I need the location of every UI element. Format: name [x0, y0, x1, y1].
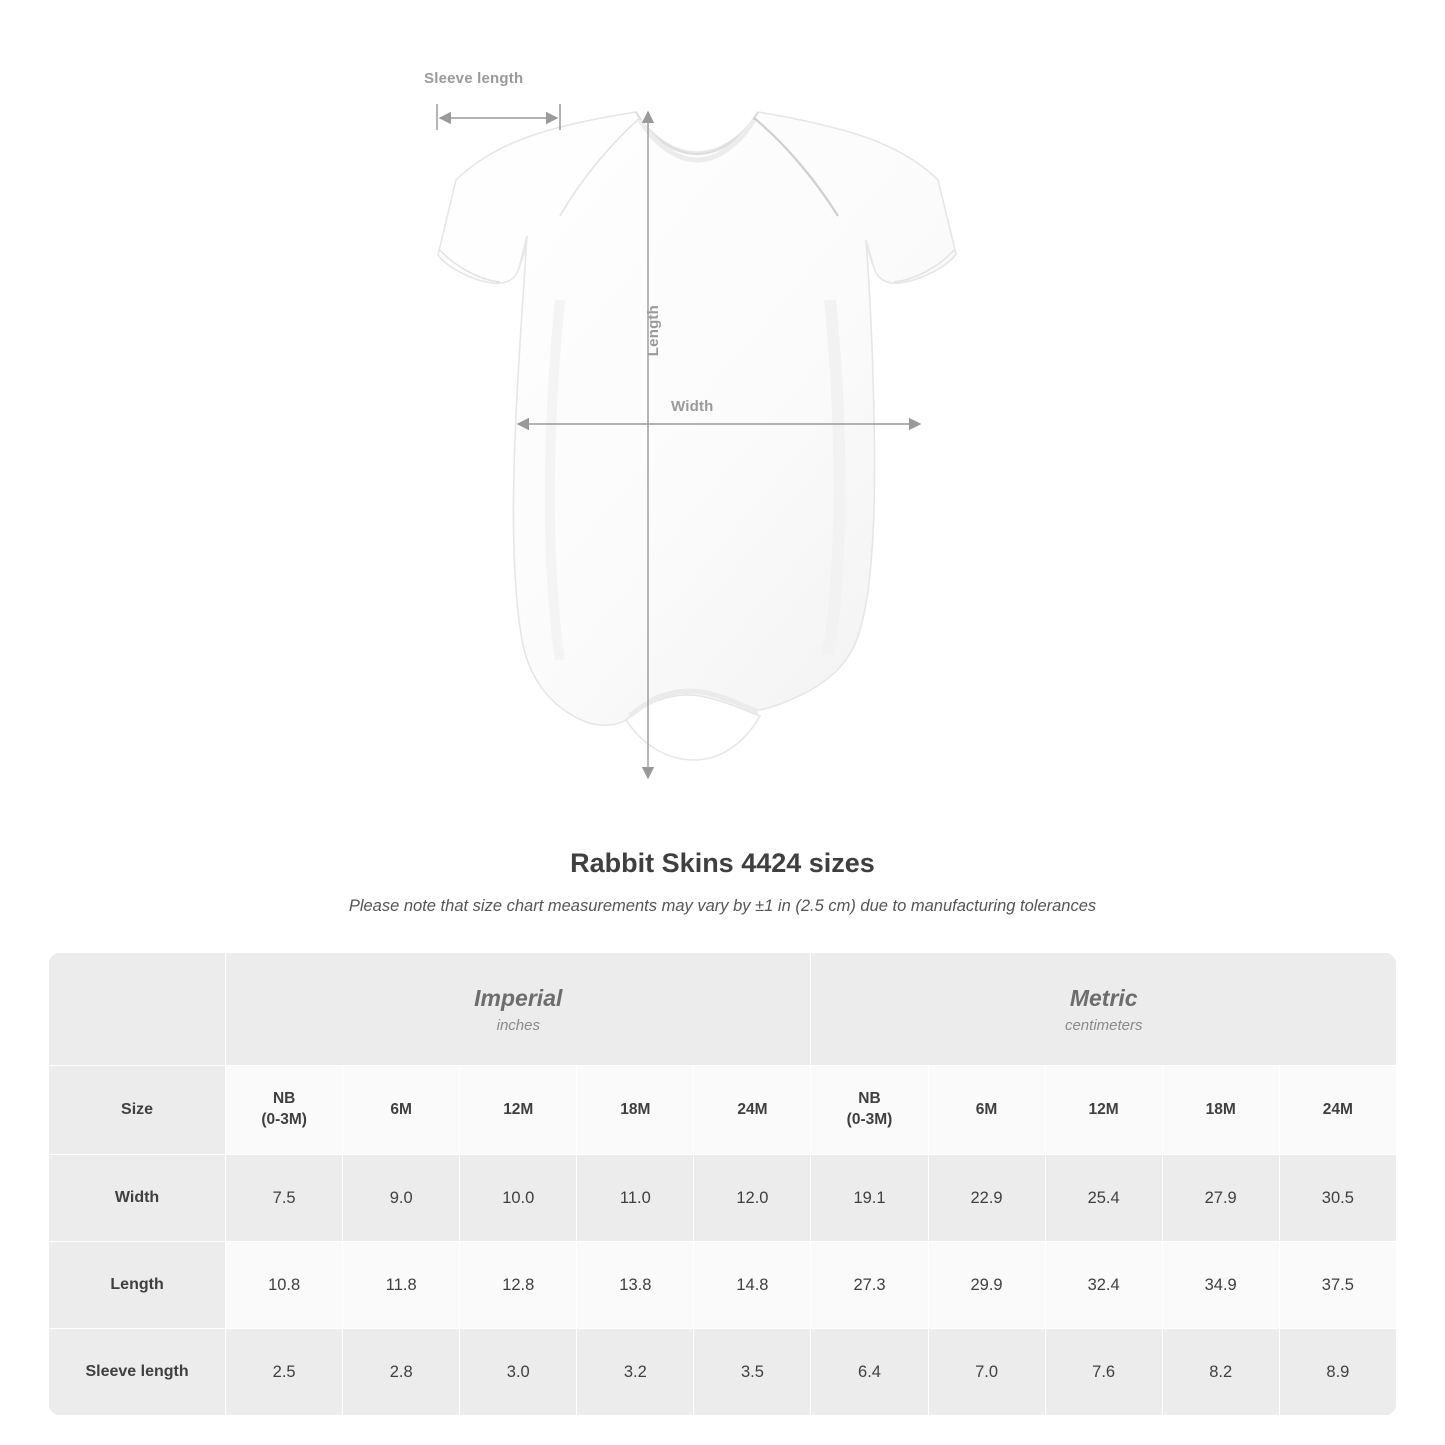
cell-length-7: 32.4: [1045, 1242, 1162, 1329]
header-col-5-line2: (0-3M): [846, 1111, 893, 1128]
column-header-row: [49, 1066, 1397, 1155]
cell-sleeve-9: 8.9: [1279, 1329, 1396, 1416]
page-title: Rabbit Skins 4424 sizes: [570, 848, 875, 878]
cell-width-5: 19.1: [811, 1155, 928, 1242]
header-col-4: 24M: [694, 1066, 811, 1155]
cell-sleeve-2: 3.0: [460, 1329, 577, 1416]
unit-group-imperial-name: Imperial: [474, 985, 563, 1012]
cell-length-0: 10.8: [226, 1242, 343, 1329]
cell-sleeve-7: 7.6: [1045, 1329, 1162, 1416]
table-row: [49, 1155, 1397, 1242]
table-corner: [49, 953, 226, 1066]
cell-length-6: 29.9: [928, 1242, 1045, 1329]
unit-group-imperial: [226, 953, 811, 1066]
cell-length-8: 34.9: [1162, 1242, 1279, 1329]
cell-length-4: 14.8: [694, 1242, 811, 1329]
cell-length-3: 13.8: [577, 1242, 694, 1329]
cell-sleeve-0: 2.5: [226, 1329, 343, 1416]
unit-group-metric-name: Metric: [1069, 985, 1138, 1012]
header-col-7: 12M: [1045, 1066, 1162, 1155]
cell-sleeve-1: 2.8: [343, 1329, 460, 1416]
unit-group-row: [49, 953, 1397, 1066]
cell-width-6: 22.9: [928, 1155, 1045, 1242]
cell-length-9: 37.5: [1279, 1242, 1396, 1329]
unit-group-metric: [811, 953, 1397, 1066]
row-label-length: Length: [49, 1242, 226, 1329]
cell-length-5: 27.3: [811, 1242, 928, 1329]
cell-sleeve-4: 3.5: [694, 1329, 811, 1416]
cell-sleeve-3: 3.2: [577, 1329, 694, 1416]
header-col-0-line2: (0-3M): [261, 1111, 307, 1128]
header-col-1: 6M: [343, 1066, 460, 1155]
sleeve-length-label: Sleeve length: [424, 70, 524, 87]
cell-width-7: 25.4: [1045, 1155, 1162, 1242]
header-col-9: 24M: [1279, 1066, 1396, 1155]
size-table-wrapper: [48, 952, 1397, 1416]
cell-width-1: 9.0: [343, 1155, 460, 1242]
header-size: Size: [49, 1066, 226, 1155]
table-row: [49, 1242, 1397, 1329]
cell-width-8: 27.9: [1162, 1155, 1279, 1242]
header-col-5: [811, 1066, 928, 1155]
bodysuit-body: [438, 112, 956, 725]
header-col-2: 12M: [460, 1066, 577, 1155]
cell-sleeve-8: 8.2: [1162, 1329, 1279, 1416]
cell-length-1: 11.8: [343, 1242, 460, 1329]
length-label: Length: [645, 305, 662, 357]
cell-sleeve-6: 7.0: [928, 1329, 1045, 1416]
cell-width-3: 11.0: [577, 1155, 694, 1242]
cell-width-2: 10.0: [460, 1155, 577, 1242]
size-table: [48, 952, 1397, 1416]
cell-length-2: 12.8: [460, 1242, 577, 1329]
width-label: Width: [671, 398, 714, 415]
row-label-sleeve-length: Sleeve length: [49, 1329, 226, 1416]
tolerance-note: Please note that size chart measurements may vary by ±1 in (2.5 cm) due to manufacturing tolerances: [348, 897, 1097, 915]
header-col-3: 18M: [577, 1066, 694, 1155]
unit-group-imperial-sub: inches: [496, 1016, 540, 1034]
header-col-5-line1: NB: [858, 1090, 881, 1108]
unit-group-metric-sub: centimeters: [1064, 1016, 1143, 1034]
header-col-0-line1: NB: [272, 1090, 296, 1108]
cell-width-4: 12.0: [694, 1155, 811, 1242]
cell-width-9: 30.5: [1279, 1155, 1396, 1242]
header-col-0: [226, 1066, 343, 1155]
cell-sleeve-5: 6.4: [811, 1329, 928, 1416]
header-col-8: 18M: [1162, 1066, 1279, 1155]
row-label-width: Width: [49, 1155, 226, 1242]
cell-width-0: 7.5: [226, 1155, 343, 1242]
header-col-6: 6M: [928, 1066, 1045, 1155]
table-row: [49, 1329, 1397, 1416]
title-block: [0, 848, 1445, 916]
